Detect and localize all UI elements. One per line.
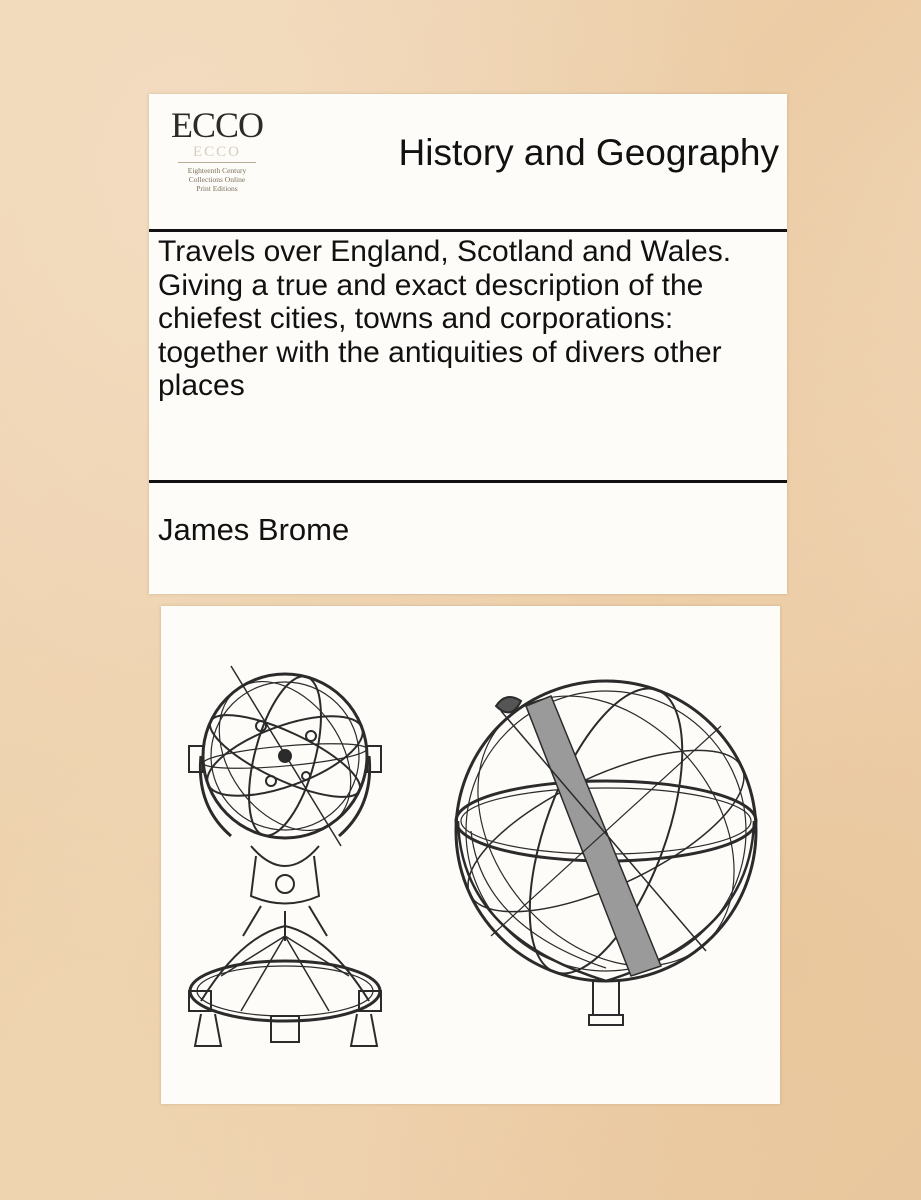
armillary-spheres-engraving [161,606,780,1104]
logo-line-1: Eighteenth Century [187,166,247,175]
logo-line-3: Print Editions [196,184,238,193]
armillary-sphere-on-stand-icon [189,657,381,1046]
top-rule [149,229,787,232]
cover-text-panel [149,94,787,594]
bottom-rule [149,480,787,483]
publisher-logo [167,106,267,218]
series-title: History and Geography [398,132,779,173]
logo-mark: ECCO [170,105,263,145]
armillary-sphere-in-bowl-icon [425,645,780,1025]
logo-faint-mark: ECCO [192,144,241,160]
engraving-panel [161,606,780,1104]
book-title: Travels over England, Scotland and Wales. Giving a true and exact description of the chiefest cities, towns and corporations: together with the antiquities of divers other places [158,235,732,402]
author-name: James Brome [158,512,350,547]
logo-divider [178,162,256,163]
logo-line-2: Collections Online [188,175,246,184]
